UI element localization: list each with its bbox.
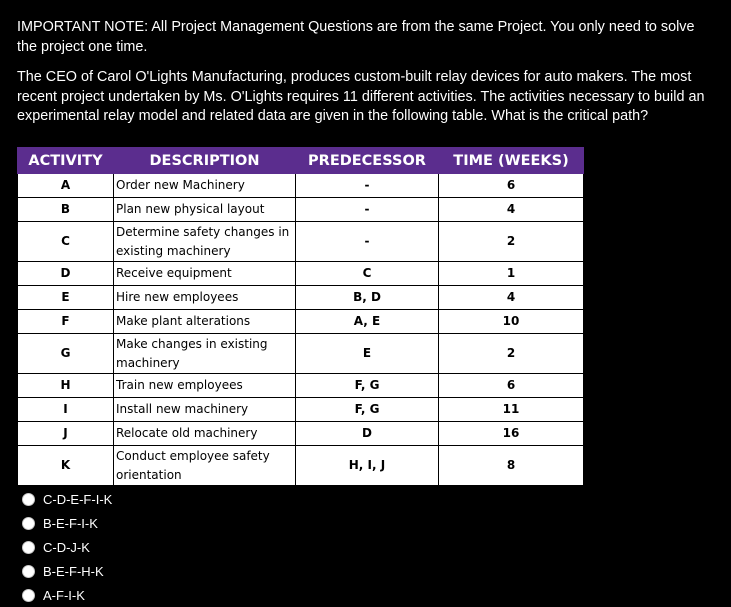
activity-cell: J bbox=[18, 422, 114, 446]
table-row bbox=[18, 262, 584, 286]
table-row bbox=[18, 374, 584, 398]
table-row bbox=[18, 398, 584, 422]
activity-cell: A bbox=[18, 174, 114, 198]
activity-cell: B bbox=[18, 198, 114, 222]
activities-table bbox=[17, 147, 584, 486]
answer-option[interactable] bbox=[22, 487, 112, 511]
description-cell: Make plant alterations bbox=[114, 310, 296, 334]
answer-option[interactable] bbox=[22, 583, 112, 607]
predecessor-cell: C bbox=[296, 262, 439, 286]
table-row bbox=[18, 222, 584, 262]
header-predecessor: PREDECESSOR bbox=[296, 148, 439, 174]
header-time: TIME (WEEKS) bbox=[439, 148, 584, 174]
answer-options bbox=[22, 487, 112, 607]
time-cell: 11 bbox=[439, 398, 584, 422]
description-cell: Install new machinery bbox=[114, 398, 296, 422]
option-label: C-D-J-K bbox=[43, 539, 90, 555]
predecessor-cell: E bbox=[296, 334, 439, 374]
option-label: A-F-I-K bbox=[43, 587, 85, 603]
table-row bbox=[18, 334, 584, 374]
predecessor-cell: - bbox=[296, 222, 439, 262]
option-label: C-D-E-F-I-K bbox=[43, 491, 113, 507]
activity-cell: H bbox=[18, 374, 114, 398]
time-cell: 2 bbox=[439, 222, 584, 262]
answer-option[interactable] bbox=[22, 511, 112, 535]
radio-button[interactable] bbox=[22, 517, 35, 530]
activity-cell: D bbox=[18, 262, 114, 286]
activity-cell: E bbox=[18, 286, 114, 310]
option-label: B-E-F-I-K bbox=[43, 515, 98, 531]
time-cell: 6 bbox=[439, 374, 584, 398]
description-cell: Order new Machinery bbox=[114, 174, 296, 198]
predecessor-cell: D bbox=[296, 422, 439, 446]
radio-button[interactable] bbox=[22, 493, 35, 506]
header-description: DESCRIPTION bbox=[114, 148, 296, 174]
table-row bbox=[18, 446, 584, 486]
predecessor-cell: F, G bbox=[296, 398, 439, 422]
table-header-row bbox=[18, 148, 584, 174]
answer-option[interactable] bbox=[22, 535, 112, 559]
activity-cell: F bbox=[18, 310, 114, 334]
description-cell: Relocate old machinery bbox=[114, 422, 296, 446]
time-cell: 1 bbox=[439, 262, 584, 286]
description-cell: Make changes in existing machinery bbox=[114, 334, 296, 374]
table-row bbox=[18, 286, 584, 310]
time-cell: 8 bbox=[439, 446, 584, 486]
time-cell: 4 bbox=[439, 198, 584, 222]
time-cell: 10 bbox=[439, 310, 584, 334]
table-row bbox=[18, 174, 584, 198]
predecessor-cell: - bbox=[296, 198, 439, 222]
time-cell: 16 bbox=[439, 422, 584, 446]
time-cell: 2 bbox=[439, 334, 584, 374]
description-cell: Conduct employee safety orientation bbox=[114, 446, 296, 486]
activity-cell: G bbox=[18, 334, 114, 374]
description-cell: Hire new employees bbox=[114, 286, 296, 310]
activity-cell: I bbox=[18, 398, 114, 422]
radio-button[interactable] bbox=[22, 589, 35, 602]
description-cell: Determine safety changes in existing machinery bbox=[114, 222, 296, 262]
predecessor-cell: - bbox=[296, 174, 439, 198]
question-text: The CEO of Carol O'Lights Manufacturing, produces custom-built relay devices for auto makers. The most recent project undertaken by Ms. O'Lights requires 11 different activities. The activities necessary to build an experimental relay model and related data are given in the following table. What is the critical path? bbox=[17, 69, 705, 124]
activity-cell: C bbox=[18, 222, 114, 262]
table-row bbox=[18, 422, 584, 446]
table-row bbox=[18, 310, 584, 334]
description-cell: Plan new physical layout bbox=[114, 198, 296, 222]
description-cell: Receive equipment bbox=[114, 262, 296, 286]
description-cell: Train new employees bbox=[114, 374, 296, 398]
table-row bbox=[18, 198, 584, 222]
predecessor-cell: B, D bbox=[296, 286, 439, 310]
radio-button[interactable] bbox=[22, 541, 35, 554]
answer-option[interactable] bbox=[22, 559, 112, 583]
predecessor-cell: H, I, J bbox=[296, 446, 439, 486]
activity-cell: K bbox=[18, 446, 114, 486]
option-label: B-E-F-H-K bbox=[43, 563, 104, 579]
time-cell: 6 bbox=[439, 174, 584, 198]
predecessor-cell: A, E bbox=[296, 310, 439, 334]
predecessor-cell: F, G bbox=[296, 374, 439, 398]
header-activity: ACTIVITY bbox=[18, 148, 114, 174]
time-cell: 4 bbox=[439, 286, 584, 310]
important-note: IMPORTANT NOTE: All Project Management Questions are from the same Project. You only need to solve the project one time. bbox=[17, 19, 695, 55]
radio-button[interactable] bbox=[22, 565, 35, 578]
